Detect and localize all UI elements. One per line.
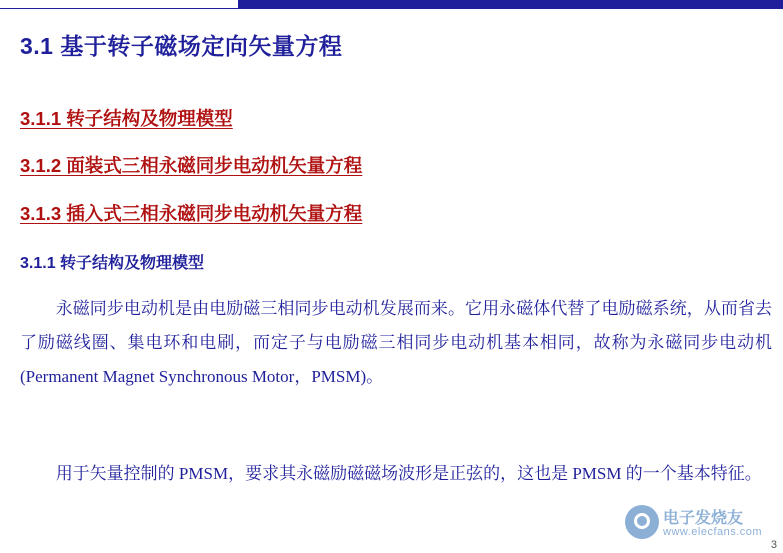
toc-item-3[interactable]: 3.1.3 插入式三相永磁同步电动机矢量方程	[20, 203, 363, 224]
toc-item-1[interactable]: 3.1.1 转子结构及物理模型	[20, 108, 233, 129]
body-paragraph-1: 永磁同步电动机是由电励磁三相同步电动机发展而来。它用永磁体代替了电励磁系统，从而省去了励磁线圈、集电环和电刷，而定子与电励磁三相同步电动机基本相同，故称为永磁同步电动机(Permanent Magnet Synchronous Motor，PMSM)。	[20, 299, 772, 386]
watermark-name: 电子发烧友	[663, 510, 744, 527]
body-paragraph-2: 用于矢量控制的 PMSM，要求其永磁励磁磁场波形是正弦的，这也是 PMSM 的一个基本特征。	[55, 464, 762, 483]
page-number: 3	[770, 539, 777, 551]
watermark-logo-icon	[625, 505, 659, 539]
watermark	[625, 501, 775, 547]
watermark-url: www.elecfans.com	[663, 526, 763, 538]
toc-item-2[interactable]: 3.1.2 面装式三相永磁同步电动机矢量方程	[20, 155, 363, 176]
page-title: 3.1 基于转子磁场定向矢量方程	[20, 33, 343, 59]
section-subtitle: 3.1.1 转子结构及物理模型	[20, 255, 205, 272]
